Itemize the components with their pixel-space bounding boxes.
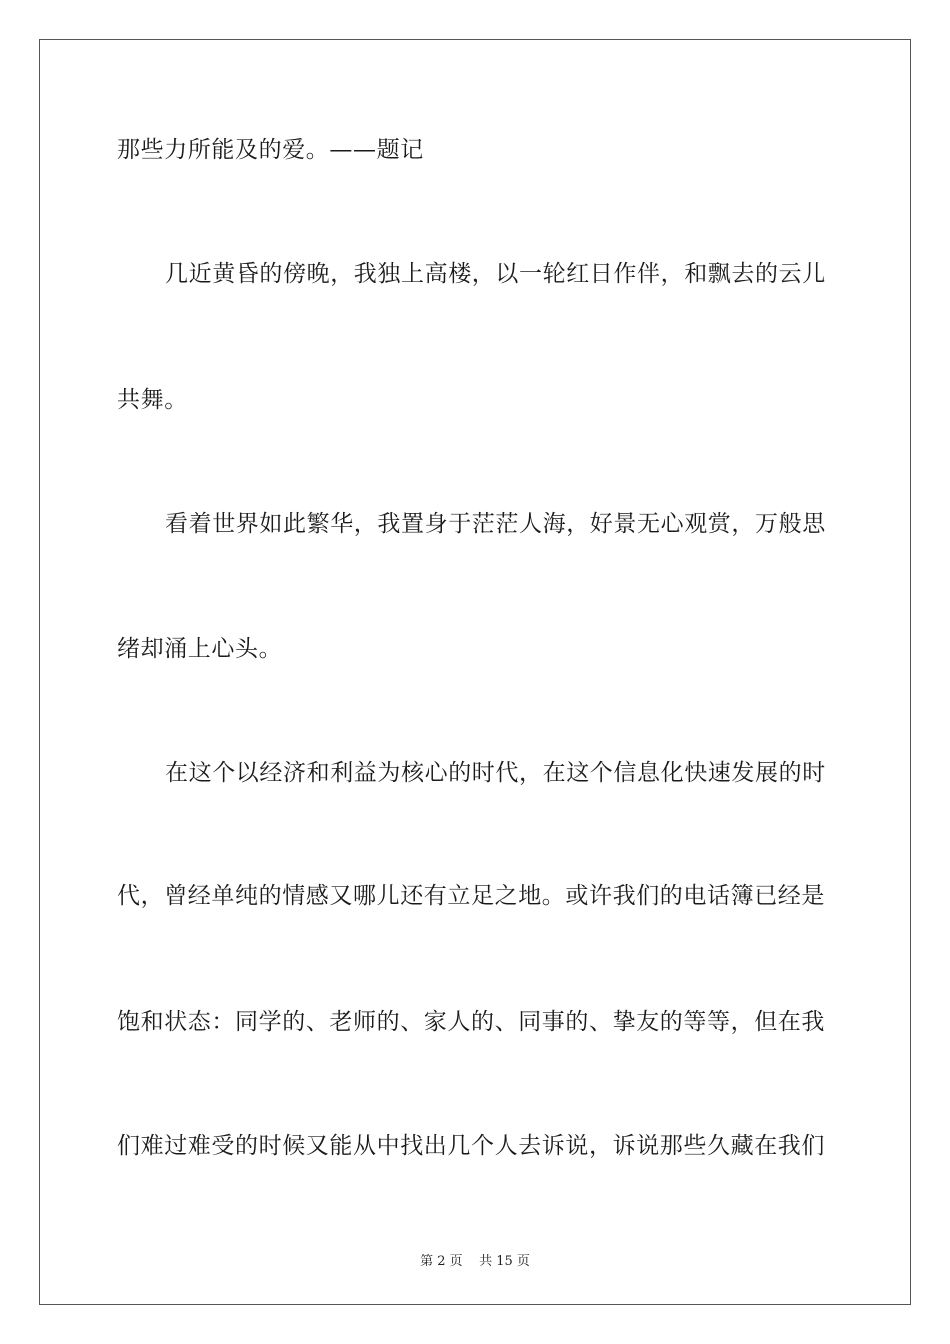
text-line: 们难过难受的时候又能从中找出几个人去诉说，诉说那些久藏在我们	[117, 1133, 825, 1159]
text-line: 代，曾经单纯的情感又哪儿还有立足之地。或许我们的电话簿已经是	[117, 883, 825, 909]
text-line: 在这个以经济和利益为核心的时代，在这个信息化快速发展的时	[165, 760, 826, 786]
text-line: 共舞。	[117, 387, 188, 413]
text-line: 绪却涌上心头。	[117, 636, 283, 662]
text-line: 看着世界如此繁华，我置身于茫茫人海，好景无心观赏，万般思	[165, 511, 826, 537]
text-line: 饱和状态：同学的、老师的、家人的、同事的、挚友的等等，但在我	[117, 1009, 825, 1035]
page-number: 第 2 页 共 15 页	[420, 1254, 530, 1269]
page-border	[39, 39, 911, 1305]
text-line: 几近黄昏的傍晚，我独上高楼，以一轮红日作伴，和飘去的云儿	[165, 261, 826, 287]
text-line: 那些力所能及的爱。——题记	[117, 137, 424, 163]
